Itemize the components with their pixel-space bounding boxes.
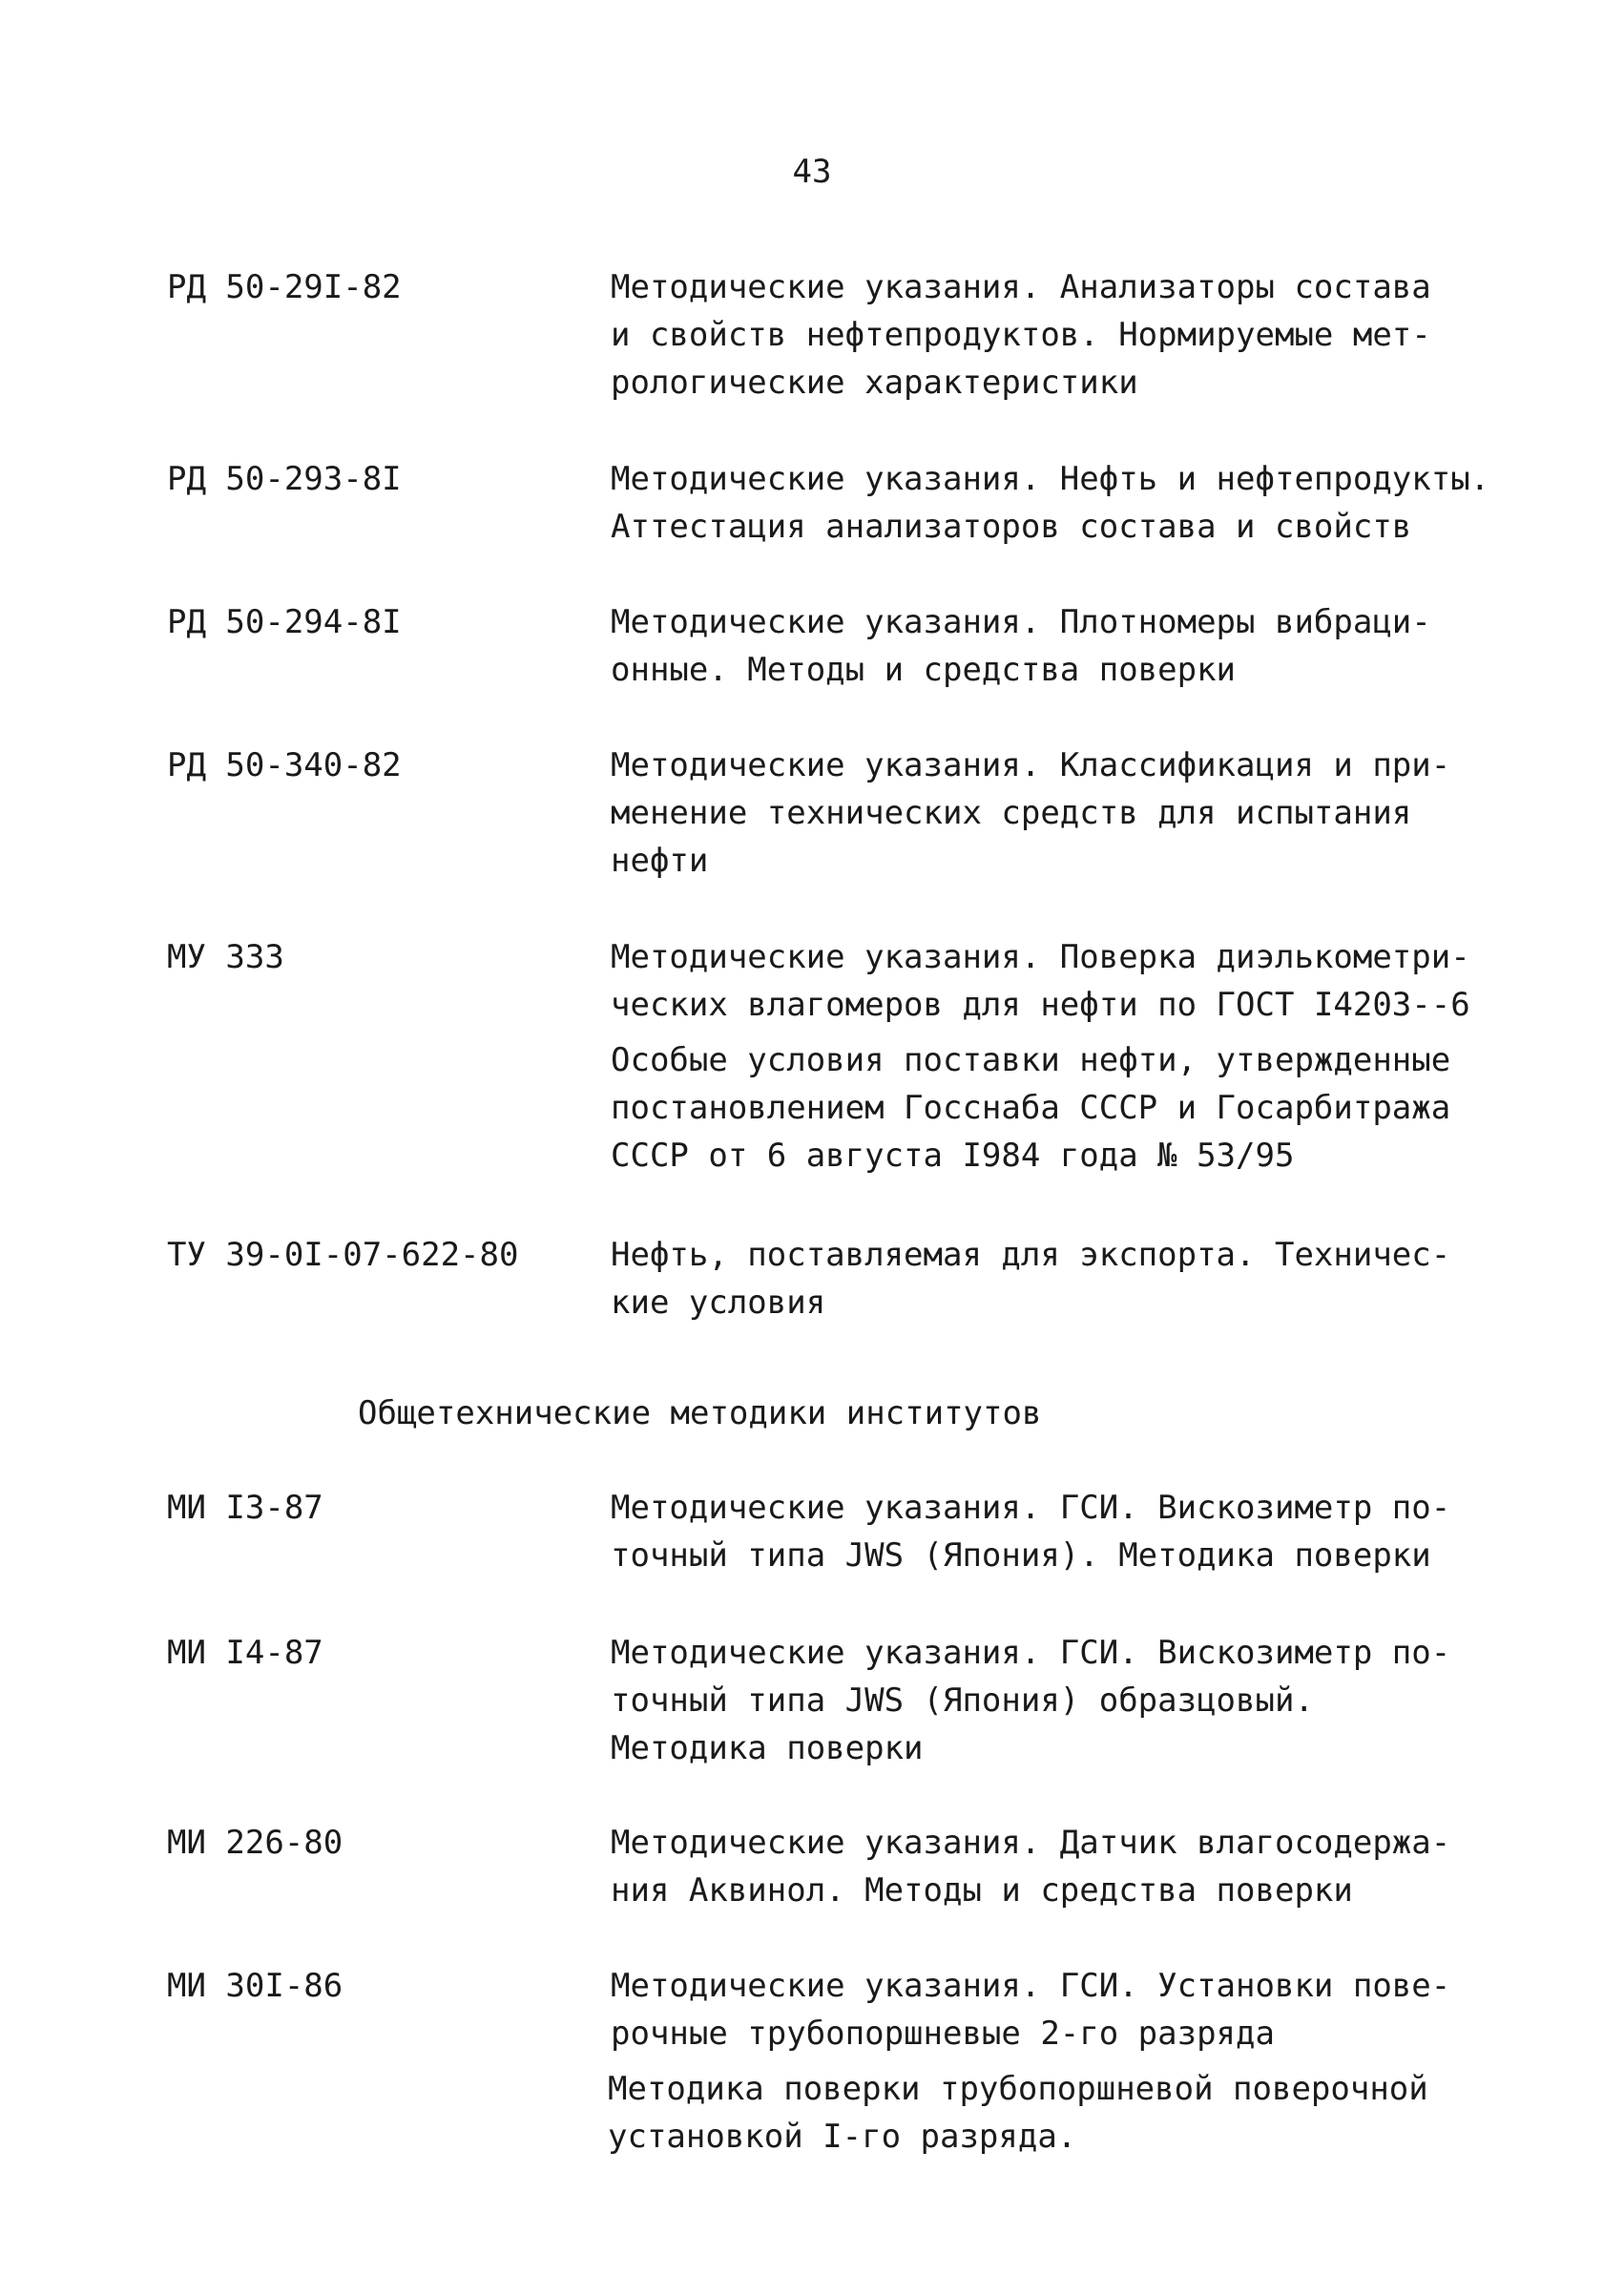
document-code: МИ I4-87 [167, 1634, 323, 1672]
description-line: и свойств нефтепродуктов. Нормируемые мет- [611, 316, 1431, 354]
description-line: Методические указания. Поверка диэлькометри- [611, 938, 1470, 976]
description-note [608, 2065, 1574, 2161]
section-heading: Общетехнические методики институтов [358, 1394, 1042, 1432]
document-description [611, 1484, 1574, 1579]
description-line: Методические указания. ГСИ. Установки пове- [611, 1967, 1451, 2005]
description-line: рологические характеристики [611, 364, 1138, 402]
description-line: Особые условия поставки нефти, утвержденные [611, 1041, 1451, 1079]
description-line: Аттестация анализаторов состава и свойств [611, 508, 1412, 546]
document-description [611, 1629, 1574, 1772]
description-line: постановлением Госснаба СССР и Госарбитража [611, 1089, 1451, 1127]
description-line: Методические указания. Плотномеры вибраци- [611, 603, 1431, 641]
document-description [611, 598, 1574, 694]
document-description [611, 933, 1574, 1180]
description-line: Методические указания. ГСИ. Вискозиметр по- [611, 1489, 1451, 1527]
document-code: РД 50-340-82 [167, 746, 402, 784]
description-line: Методические указания. Классификация и при- [611, 746, 1451, 784]
description-line: Методические указания. Датчик влагосодержа- [611, 1824, 1451, 1862]
description-line: Методические указания. Нефть и нефтепродукты. [611, 460, 1490, 498]
description-line: Методика поверки [611, 1729, 924, 1767]
document-code: МИ I3-87 [167, 1489, 323, 1527]
document-code: РД 50-294-8I [167, 603, 402, 641]
description-line: Методика поверки трубопоршневой поверочной [608, 2070, 1428, 2108]
description-line: онные. Методы и средства поверки [611, 651, 1237, 689]
description-line: точный типа JWS (Япония). Методика поверки [611, 1536, 1431, 1575]
page-number: 43 [792, 153, 832, 191]
description-line: ния Аквинол. Методы и средства поверки [611, 1871, 1353, 1910]
description-line: рочные трубопоршневые 2-го разряда [611, 2015, 1275, 2053]
document-description [611, 1819, 1574, 1914]
document-code: МИ 30I-86 [167, 1967, 344, 2005]
document-code: ТУ 39-0I-07-622-80 [167, 1236, 519, 1274]
description-line: ческих влагомеров для нефти по ГОСТ I4203--6 [611, 986, 1470, 1024]
description-line: нефти [611, 842, 709, 880]
document-description [611, 455, 1574, 551]
description-line: СССР от 6 августа I984 года № 53/95 [611, 1137, 1295, 1175]
document-code: МИ 226-80 [167, 1824, 344, 1862]
description-line: установкой I-го разряда. [608, 2118, 1077, 2156]
document-description [611, 263, 1574, 407]
description-line: кие условия [611, 1284, 826, 1322]
description-line: точный типа JWS (Япония) образцовый. [611, 1681, 1314, 1720]
document-description [608, 1962, 1574, 2161]
description-line: Нефть, поставляемая для экспорта. Техничес- [611, 1236, 1451, 1274]
description-line: Методические указания. Анализаторы состава [611, 268, 1431, 306]
document-code: РД 50-293-8I [167, 460, 402, 498]
document-code: МУ 333 [167, 938, 284, 976]
document-description [611, 741, 1574, 885]
description-line: менение технических средств для испытания [611, 794, 1412, 832]
document-code: РД 50-29I-82 [167, 268, 402, 306]
description-note [611, 1036, 1574, 1180]
description-line: Методические указания. ГСИ. Вискозиметр по- [611, 1634, 1451, 1672]
document-description [611, 1231, 1574, 1326]
